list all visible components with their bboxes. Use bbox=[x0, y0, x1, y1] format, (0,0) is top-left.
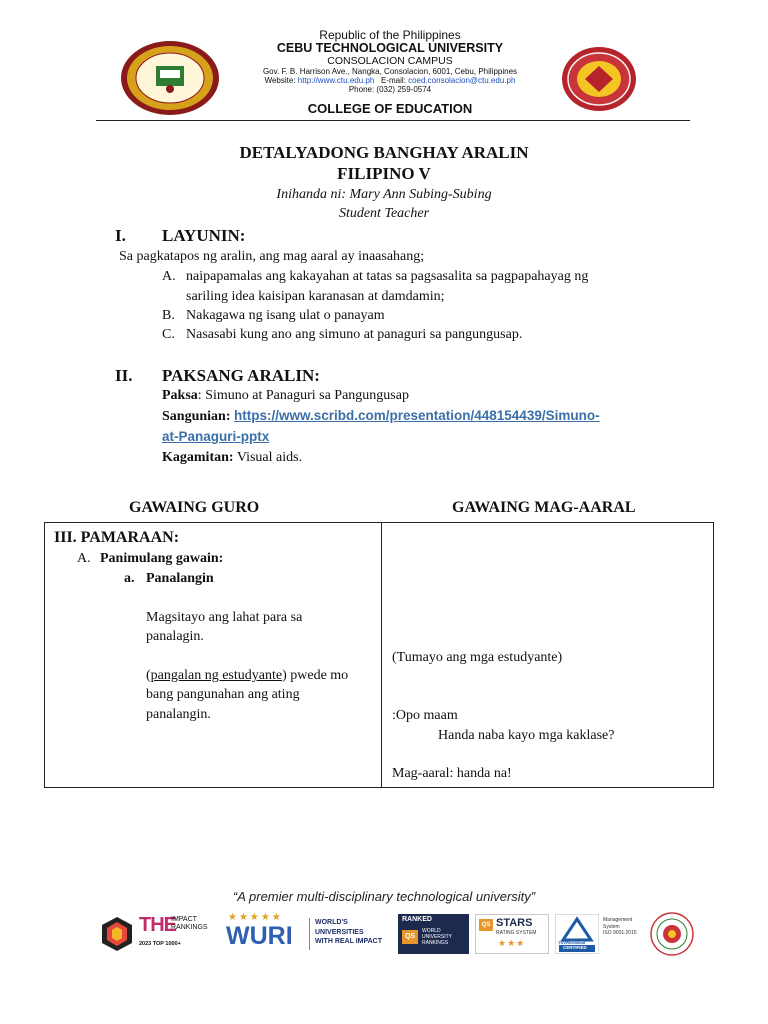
table-column-divider bbox=[381, 522, 382, 788]
header-university: CEBU TECHNOLOGICAL UNIVERSITY bbox=[276, 41, 504, 55]
teacher-line-2b: bang pangunahan ang ating bbox=[146, 687, 300, 702]
badge-wuri bbox=[224, 914, 392, 954]
badge-tuv bbox=[555, 914, 645, 954]
section1-heading: LAYUNIN: bbox=[162, 226, 246, 245]
paksa-label: Paksa bbox=[162, 388, 198, 403]
email-link[interactable]: coed.consolacion@ctu.edu.ph bbox=[408, 76, 516, 85]
wuri-logo-text: WURI bbox=[226, 922, 293, 950]
prepared-by: Inihanda ni: Mary Ann Subing-Subing bbox=[276, 187, 492, 202]
doc-subject: FILIPINO V bbox=[337, 164, 431, 183]
section2-num: II. bbox=[115, 366, 133, 385]
objective-a-line2: sariling idea kaisipan karanasan at damdamin; bbox=[186, 289, 445, 304]
qs-stars-logo-icon: QS bbox=[479, 919, 493, 931]
teacher-line-2a bbox=[146, 668, 348, 684]
student-response-1: (Tumayo ang mga estudyante) bbox=[392, 650, 563, 665]
tuv-line2: System bbox=[603, 923, 620, 930]
wuri-line2: UNIVERSITIES bbox=[315, 928, 364, 936]
qs-ranked-line2: UNIVERSITY bbox=[422, 934, 453, 940]
student-name-placeholder: pangalan ng estudyante bbox=[150, 668, 283, 683]
kagamitan-label: Kagamitan: bbox=[162, 450, 234, 465]
kagamitan-row bbox=[162, 450, 302, 466]
objective-letter-a: A. bbox=[162, 269, 176, 284]
teacher-line-1a: Magsitayo ang lahat para sa bbox=[146, 610, 303, 625]
wuri-line1: WORLD'S bbox=[315, 919, 348, 926]
student-response-4: Mag-aaral: handa na! bbox=[392, 766, 512, 781]
qs-ranked-label: RANKED bbox=[402, 916, 432, 923]
section1-intro: Sa pagkatapos ng aralin, ang mag aaral ay inaasahang; bbox=[119, 249, 425, 264]
section2-heading: PAKSANG ARALIN: bbox=[162, 366, 320, 385]
student-response-2: :Opo maam bbox=[392, 708, 458, 723]
the-logo-text: THE bbox=[139, 914, 176, 936]
wuri-stars-icon: ★★★★★ bbox=[228, 912, 283, 923]
panalangin-heading: Panalangin bbox=[146, 571, 214, 586]
col-header-guro: GAWAING GURO bbox=[129, 499, 260, 516]
teacher-line-1b: panalagin. bbox=[146, 629, 204, 644]
tuv-certified-text: CERTIFIED bbox=[563, 945, 587, 950]
qs-ranked-line3: RANKINGS bbox=[422, 940, 449, 946]
qs-ranked-line1: WORLD bbox=[422, 928, 441, 934]
sub-a-a-letter: a. bbox=[124, 571, 135, 586]
objective-letter-b: B. bbox=[162, 308, 175, 323]
col-header-mag-aaral: GAWAING MAG-AARAL bbox=[452, 499, 636, 516]
the-hexagon-icon bbox=[99, 916, 135, 952]
the-rankings-word: RANKINGS bbox=[171, 924, 208, 931]
objective-c: Nasasabi kung ano ang simuno at panaguri sa pangungusap. bbox=[186, 327, 523, 342]
tuv-brand-text: TÜVRheinland bbox=[558, 940, 586, 945]
wuri-line3: WITH REAL IMPACT bbox=[315, 938, 383, 945]
tuv-line3: ISO 9001:2015 bbox=[603, 930, 637, 936]
tuv-info bbox=[603, 917, 637, 937]
website-link[interactable]: http://www.ctu.edu.ph bbox=[297, 76, 375, 85]
paksa-row bbox=[162, 388, 409, 404]
teacher-line-2a-rest: ) pwede mo bbox=[282, 668, 349, 683]
wuri-divider bbox=[309, 918, 310, 950]
sangunian-label: Sangunian: bbox=[162, 409, 231, 424]
pamaraan-heading: III. PAMARAAN: bbox=[54, 529, 180, 546]
badge-qs-stars bbox=[475, 914, 549, 954]
sangunian-row bbox=[162, 408, 600, 425]
kagamitan-value: Visual aids. bbox=[236, 450, 303, 465]
header-phone: Phone: (032) 259-0574 bbox=[348, 85, 432, 94]
qs-stars-label: STARS bbox=[496, 917, 533, 929]
website-label: Website: bbox=[264, 76, 296, 85]
email-label: E-mail: bbox=[380, 76, 406, 85]
panimulang-gawain: Panimulang gawain: bbox=[100, 551, 224, 566]
asean-emblem-icon bbox=[561, 46, 637, 112]
header-republic: Republic of the Philippines bbox=[319, 28, 461, 42]
badge-qs-ranked bbox=[398, 914, 469, 954]
section1-num: I. bbox=[115, 226, 126, 245]
quality-award-seal-icon bbox=[650, 912, 694, 956]
the-impact-word: IMPACT bbox=[171, 916, 197, 923]
objective-b: Nakagawa ng isang ulat o panayam bbox=[186, 308, 385, 323]
header-address: Gov. F. B. Harrison Ave., Nangka, Consolacion, 6001, Cebu, Philippines bbox=[262, 67, 518, 76]
footer-quote: “A premier multi-disciplinary technological university” bbox=[232, 889, 536, 904]
paksa-value: : Simuno at Panaguri sa Pangungusap bbox=[197, 388, 409, 403]
paren-open: ( bbox=[146, 668, 151, 683]
reference-link[interactable]: https://www.scribd.com/presentation/448154439/Simuno- bbox=[233, 408, 600, 423]
header-contact bbox=[190, 76, 590, 85]
qs-stars-sub: RATING SYSTEM bbox=[496, 930, 537, 936]
wuri-tagline bbox=[315, 918, 382, 947]
qs-logo-icon: QS bbox=[402, 930, 418, 944]
objective-letter-c: C. bbox=[162, 327, 175, 342]
header-divider bbox=[96, 120, 690, 121]
teacher-line-2c: panalangin. bbox=[146, 707, 211, 722]
student-response-3: Handa naba kayo mga kaklase? bbox=[438, 728, 615, 743]
doc-title: DETALYADONG BANGHAY ARALIN bbox=[239, 143, 529, 162]
objective-a-line1: naipapamalas ang kakayahan at tatas sa pagsasalita sa pagpapahayag ng bbox=[186, 269, 589, 284]
qs-stars-rating-icon: ★★★ bbox=[498, 938, 526, 948]
student-teacher: Student Teacher bbox=[338, 206, 430, 221]
header-campus: CONSOLACION CAMPUS bbox=[327, 55, 453, 67]
badge-the-impact bbox=[99, 914, 219, 954]
the-top-text: 2023 TOP 1000+ bbox=[139, 941, 181, 947]
tuv-line1: Management bbox=[603, 917, 633, 923]
the-impact-text bbox=[171, 916, 208, 932]
reference-link-cont[interactable]: at-Panaguri-pptx bbox=[162, 429, 270, 444]
qs-ranked-text bbox=[422, 928, 452, 946]
sub-a-letter: A. bbox=[77, 551, 91, 566]
header-college: COLLEGE OF EDUCATION bbox=[307, 101, 473, 116]
